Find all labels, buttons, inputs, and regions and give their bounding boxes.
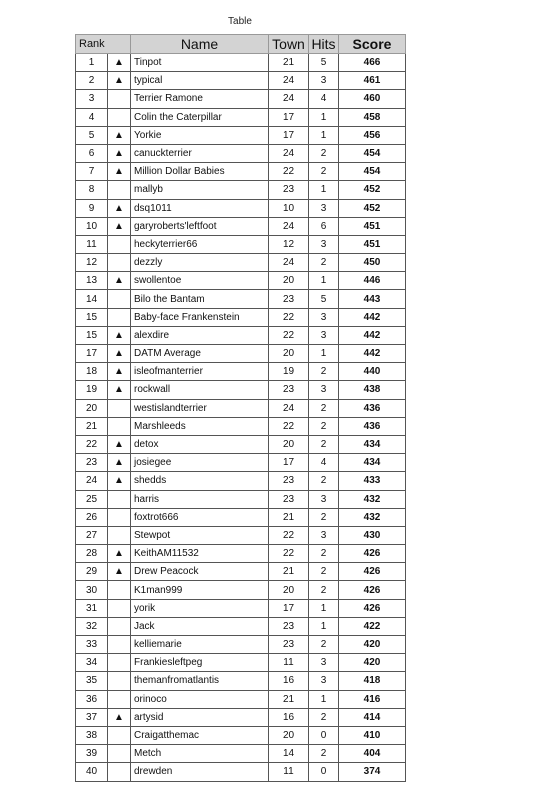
table-row	[76, 272, 406, 290]
table-row	[76, 672, 406, 690]
town-cell: 20	[269, 435, 309, 453]
rank-cell: 18	[76, 363, 108, 381]
hits-cell: 1	[309, 690, 339, 708]
movement-cell	[108, 745, 131, 763]
up-arrow-icon: ▲	[108, 163, 131, 181]
town-cell: 20	[269, 345, 309, 363]
standings-table	[75, 34, 406, 782]
name-cell: alexdire	[131, 326, 269, 344]
rank-cell: 28	[76, 545, 108, 563]
table-row	[76, 636, 406, 654]
movement-cell	[108, 90, 131, 108]
name-cell: josiegee	[131, 454, 269, 472]
table-row	[76, 763, 406, 781]
up-arrow-icon: ▲	[108, 345, 131, 363]
score-cell: 426	[339, 563, 406, 581]
rank-cell: 4	[76, 108, 108, 126]
table-row	[76, 508, 406, 526]
town-cell: 16	[269, 672, 309, 690]
town-cell: 23	[269, 181, 309, 199]
movement-cell	[108, 526, 131, 544]
score-cell: 452	[339, 181, 406, 199]
movement-cell	[108, 290, 131, 308]
table-row	[76, 526, 406, 544]
table-header	[76, 35, 406, 54]
town-cell: 17	[269, 454, 309, 472]
rank-cell: 39	[76, 745, 108, 763]
hits-cell: 3	[309, 199, 339, 217]
movement-cell	[108, 417, 131, 435]
rank-cell: 21	[76, 417, 108, 435]
movement-cell	[108, 726, 131, 744]
rank-cell: 34	[76, 654, 108, 672]
hits-cell: 3	[309, 235, 339, 253]
score-cell: 451	[339, 217, 406, 235]
table-row	[76, 545, 406, 563]
score-cell: 436	[339, 417, 406, 435]
hits-cell: 6	[309, 217, 339, 235]
table-row	[76, 708, 406, 726]
score-cell: 456	[339, 126, 406, 144]
name-cell: Drew Peacock	[131, 563, 269, 581]
rank-cell: 23	[76, 454, 108, 472]
hits-cell: 2	[309, 472, 339, 490]
name-cell: Bilo the Bantam	[131, 290, 269, 308]
up-arrow-icon: ▲	[108, 381, 131, 399]
table-row	[76, 254, 406, 272]
town-header: Town	[269, 35, 309, 54]
rank-header: Rank	[76, 35, 108, 54]
table-row	[76, 690, 406, 708]
town-cell: 17	[269, 108, 309, 126]
town-cell: 24	[269, 144, 309, 162]
hits-cell: 2	[309, 563, 339, 581]
town-cell: 22	[269, 526, 309, 544]
name-cell: heckyterrier66	[131, 235, 269, 253]
table-row	[76, 308, 406, 326]
movement-cell	[108, 654, 131, 672]
hits-cell: 3	[309, 672, 339, 690]
name-cell: dsq1011	[131, 199, 269, 217]
rank-cell: 37	[76, 708, 108, 726]
table-row	[76, 490, 406, 508]
score-cell: 426	[339, 581, 406, 599]
hits-cell: 1	[309, 108, 339, 126]
name-cell: shedds	[131, 472, 269, 490]
score-cell: 422	[339, 617, 406, 635]
town-cell: 22	[269, 308, 309, 326]
score-cell: 450	[339, 254, 406, 272]
movement-cell	[108, 672, 131, 690]
hits-cell: 1	[309, 272, 339, 290]
score-cell: 460	[339, 90, 406, 108]
town-cell: 23	[269, 490, 309, 508]
movement-cell	[108, 108, 131, 126]
town-cell: 20	[269, 272, 309, 290]
score-cell: 436	[339, 399, 406, 417]
rank-cell: 7	[76, 163, 108, 181]
town-cell: 24	[269, 90, 309, 108]
hits-cell: 4	[309, 90, 339, 108]
town-cell: 23	[269, 381, 309, 399]
table-row	[76, 235, 406, 253]
rank-cell: 3	[76, 90, 108, 108]
hits-cell: 2	[309, 435, 339, 453]
up-arrow-icon: ▲	[108, 326, 131, 344]
movement-cell	[108, 308, 131, 326]
score-cell: 432	[339, 508, 406, 526]
movement-cell	[108, 181, 131, 199]
hits-cell: 2	[309, 417, 339, 435]
rank-cell: 15	[76, 326, 108, 344]
town-cell: 22	[269, 417, 309, 435]
hits-cell: 3	[309, 326, 339, 344]
score-cell: 438	[339, 381, 406, 399]
town-cell: 23	[269, 290, 309, 308]
name-cell: Terrier Ramone	[131, 90, 269, 108]
town-cell: 24	[269, 217, 309, 235]
score-cell: 452	[339, 199, 406, 217]
town-cell: 22	[269, 163, 309, 181]
rank-cell: 20	[76, 399, 108, 417]
score-cell: 440	[339, 363, 406, 381]
up-arrow-icon: ▲	[108, 708, 131, 726]
table-row	[76, 617, 406, 635]
town-cell: 23	[269, 636, 309, 654]
rank-cell: 26	[76, 508, 108, 526]
hits-cell: 5	[309, 290, 339, 308]
up-arrow-icon: ▲	[108, 217, 131, 235]
name-cell: Yorkie	[131, 126, 269, 144]
score-cell: 416	[339, 690, 406, 708]
movement-cell	[108, 235, 131, 253]
rank-cell: 31	[76, 599, 108, 617]
table-row	[76, 726, 406, 744]
score-cell: 434	[339, 435, 406, 453]
name-cell: artysid	[131, 708, 269, 726]
town-cell: 23	[269, 617, 309, 635]
hits-cell: 2	[309, 581, 339, 599]
rank-cell: 12	[76, 254, 108, 272]
town-cell: 19	[269, 363, 309, 381]
town-cell: 17	[269, 126, 309, 144]
name-cell: Jack	[131, 617, 269, 635]
movement-cell	[108, 599, 131, 617]
movement-cell	[108, 399, 131, 417]
name-cell: mallyb	[131, 181, 269, 199]
table-row	[76, 399, 406, 417]
up-arrow-icon: ▲	[108, 563, 131, 581]
hits-cell: 2	[309, 636, 339, 654]
table-body	[76, 54, 406, 782]
up-arrow-icon: ▲	[108, 272, 131, 290]
name-cell: rockwall	[131, 381, 269, 399]
hits-cell: 4	[309, 454, 339, 472]
rank-cell: 5	[76, 126, 108, 144]
rank-cell: 38	[76, 726, 108, 744]
town-cell: 12	[269, 235, 309, 253]
up-arrow-icon: ▲	[108, 126, 131, 144]
hits-cell: 3	[309, 526, 339, 544]
town-cell: 24	[269, 254, 309, 272]
name-cell: isleofmanterrier	[131, 363, 269, 381]
up-arrow-icon: ▲	[108, 545, 131, 563]
town-cell: 24	[269, 72, 309, 90]
town-cell: 11	[269, 763, 309, 781]
hits-cell: 1	[309, 126, 339, 144]
rank-cell: 14	[76, 290, 108, 308]
name-cell: harris	[131, 490, 269, 508]
table-row	[76, 581, 406, 599]
table-row	[76, 290, 406, 308]
page-title: Table	[228, 16, 252, 27]
score-cell: 426	[339, 599, 406, 617]
score-cell: 454	[339, 163, 406, 181]
movement-cell	[108, 690, 131, 708]
rank-cell: 9	[76, 199, 108, 217]
rank-cell: 17	[76, 345, 108, 363]
name-header: Name	[131, 35, 269, 54]
town-cell: 23	[269, 472, 309, 490]
movement-cell	[108, 636, 131, 654]
score-cell: 446	[339, 272, 406, 290]
rank-cell: 15	[76, 308, 108, 326]
movement-header	[108, 35, 131, 54]
town-cell: 22	[269, 326, 309, 344]
table-row	[76, 217, 406, 235]
score-cell: 443	[339, 290, 406, 308]
table-row	[76, 363, 406, 381]
score-cell: 426	[339, 545, 406, 563]
town-cell: 20	[269, 581, 309, 599]
hits-cell: 3	[309, 381, 339, 399]
hits-cell: 2	[309, 545, 339, 563]
town-cell: 21	[269, 508, 309, 526]
score-cell: 430	[339, 526, 406, 544]
name-cell: dezzly	[131, 254, 269, 272]
hits-cell: 2	[309, 163, 339, 181]
town-cell: 16	[269, 708, 309, 726]
name-cell: detox	[131, 435, 269, 453]
table-row	[76, 163, 406, 181]
rank-cell: 33	[76, 636, 108, 654]
table-row	[76, 181, 406, 199]
name-cell: Baby-face Frankenstein	[131, 308, 269, 326]
rank-cell: 11	[76, 235, 108, 253]
hits-cell: 1	[309, 181, 339, 199]
score-cell: 442	[339, 345, 406, 363]
up-arrow-icon: ▲	[108, 363, 131, 381]
up-arrow-icon: ▲	[108, 435, 131, 453]
hits-cell: 0	[309, 726, 339, 744]
table-row	[76, 472, 406, 490]
score-cell: 442	[339, 308, 406, 326]
name-cell: swollentoe	[131, 272, 269, 290]
rank-cell: 36	[76, 690, 108, 708]
up-arrow-icon: ▲	[108, 72, 131, 90]
name-cell: Colin the Caterpillar	[131, 108, 269, 126]
hits-cell: 2	[309, 508, 339, 526]
score-cell: 451	[339, 235, 406, 253]
hits-cell: 2	[309, 399, 339, 417]
name-cell: garyroberts'leftfoot	[131, 217, 269, 235]
name-cell: canuckterrier	[131, 144, 269, 162]
up-arrow-icon: ▲	[108, 144, 131, 162]
score-cell: 454	[339, 144, 406, 162]
table-row	[76, 126, 406, 144]
name-cell: Craigatthemac	[131, 726, 269, 744]
score-header: Score	[339, 35, 406, 54]
table-row	[76, 381, 406, 399]
score-cell: 466	[339, 54, 406, 72]
rank-cell: 32	[76, 617, 108, 635]
town-cell: 21	[269, 54, 309, 72]
rank-cell: 40	[76, 763, 108, 781]
score-cell: 420	[339, 636, 406, 654]
rank-cell: 8	[76, 181, 108, 199]
score-cell: 404	[339, 745, 406, 763]
table-row	[76, 326, 406, 344]
name-cell: orinoco	[131, 690, 269, 708]
hits-cell: 0	[309, 763, 339, 781]
town-cell: 20	[269, 726, 309, 744]
rank-cell: 10	[76, 217, 108, 235]
town-cell: 24	[269, 399, 309, 417]
rank-cell: 22	[76, 435, 108, 453]
table-row	[76, 454, 406, 472]
movement-cell	[108, 254, 131, 272]
hits-cell: 1	[309, 617, 339, 635]
hits-cell: 2	[309, 745, 339, 763]
table-row	[76, 90, 406, 108]
rank-cell: 25	[76, 490, 108, 508]
hits-cell: 3	[309, 72, 339, 90]
rank-cell: 24	[76, 472, 108, 490]
score-cell: 420	[339, 654, 406, 672]
score-cell: 414	[339, 708, 406, 726]
table-row	[76, 199, 406, 217]
town-cell: 21	[269, 690, 309, 708]
name-cell: kelliemarie	[131, 636, 269, 654]
rank-cell: 19	[76, 381, 108, 399]
town-cell: 10	[269, 199, 309, 217]
movement-cell	[108, 508, 131, 526]
name-cell: foxtrot666	[131, 508, 269, 526]
hits-cell: 2	[309, 708, 339, 726]
header-row	[76, 35, 406, 54]
up-arrow-icon: ▲	[108, 199, 131, 217]
rank-cell: 29	[76, 563, 108, 581]
rank-cell: 13	[76, 272, 108, 290]
table-row	[76, 108, 406, 126]
score-cell: 461	[339, 72, 406, 90]
name-cell: K1man999	[131, 581, 269, 599]
name-cell: Frankiesleftpeg	[131, 654, 269, 672]
name-cell: themanfromatlantis	[131, 672, 269, 690]
score-cell: 410	[339, 726, 406, 744]
up-arrow-icon: ▲	[108, 472, 131, 490]
name-cell: DATM Average	[131, 345, 269, 363]
name-cell: KeithAM11532	[131, 545, 269, 563]
score-cell: 374	[339, 763, 406, 781]
rank-cell: 35	[76, 672, 108, 690]
name-cell: westislandterrier	[131, 399, 269, 417]
hits-cell: 2	[309, 363, 339, 381]
movement-cell	[108, 490, 131, 508]
score-cell: 433	[339, 472, 406, 490]
hits-cell: 3	[309, 654, 339, 672]
town-cell: 11	[269, 654, 309, 672]
table-row	[76, 72, 406, 90]
score-cell: 458	[339, 108, 406, 126]
town-cell: 14	[269, 745, 309, 763]
hits-header: Hits	[309, 35, 339, 54]
hits-cell: 5	[309, 54, 339, 72]
table-row	[76, 54, 406, 72]
movement-cell	[108, 581, 131, 599]
hits-cell: 1	[309, 345, 339, 363]
rank-cell: 1	[76, 54, 108, 72]
up-arrow-icon: ▲	[108, 454, 131, 472]
score-cell: 442	[339, 326, 406, 344]
name-cell: typical	[131, 72, 269, 90]
score-cell: 432	[339, 490, 406, 508]
name-cell: Million Dollar Babies	[131, 163, 269, 181]
rank-cell: 2	[76, 72, 108, 90]
town-cell: 22	[269, 545, 309, 563]
name-cell: Tinpot	[131, 54, 269, 72]
score-cell: 418	[339, 672, 406, 690]
table-row	[76, 417, 406, 435]
name-cell: drewden	[131, 763, 269, 781]
hits-cell: 3	[309, 308, 339, 326]
hits-cell: 2	[309, 254, 339, 272]
hits-cell: 3	[309, 490, 339, 508]
table-row	[76, 599, 406, 617]
town-cell: 21	[269, 563, 309, 581]
hits-cell: 2	[309, 144, 339, 162]
table-row	[76, 654, 406, 672]
table-row	[76, 435, 406, 453]
table-row	[76, 144, 406, 162]
rank-cell: 6	[76, 144, 108, 162]
score-cell: 434	[339, 454, 406, 472]
name-cell: Stewpot	[131, 526, 269, 544]
table-row	[76, 563, 406, 581]
table-row	[76, 345, 406, 363]
movement-cell	[108, 617, 131, 635]
hits-cell: 1	[309, 599, 339, 617]
name-cell: yorik	[131, 599, 269, 617]
rank-cell: 27	[76, 526, 108, 544]
movement-cell	[108, 763, 131, 781]
town-cell: 17	[269, 599, 309, 617]
name-cell: Marshleeds	[131, 417, 269, 435]
rank-cell: 30	[76, 581, 108, 599]
table-row	[76, 745, 406, 763]
up-arrow-icon: ▲	[108, 54, 131, 72]
name-cell: Metch	[131, 745, 269, 763]
